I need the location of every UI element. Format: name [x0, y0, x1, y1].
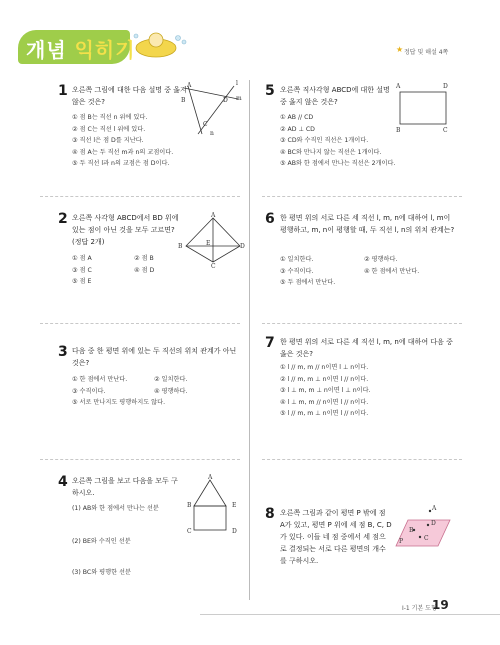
figure-label: B — [396, 127, 401, 134]
figure-label: B — [409, 527, 414, 534]
question-text: 오른쪽 그림과 같이 평면 P 밖에 점 A가 있고, 평면 P 위에 세 점 B, C, D가 있다. 이들 네 점 중에서 세 점으로 결정되는 서로 다른 평면의 개수를 구하시오. — [280, 509, 392, 565]
option-4[interactable]: ④ 한 점에서 만난다. — [364, 267, 420, 275]
option-2[interactable]: ② AD ⊥ CD — [280, 125, 315, 133]
option-list — [72, 112, 173, 170]
question-number: 3 — [58, 344, 68, 360]
option-1[interactable]: ① 한 점에서 만난다. — [72, 376, 128, 383]
question-number: 4 — [58, 474, 68, 490]
answer-item-3: (3) BC와 평행한 선분 — [72, 569, 131, 576]
option-4[interactable]: ④ 평행하다. — [154, 387, 188, 395]
question-text: 오른쪽 직사각형 ABCD에 대한 설명 중 옳지 않은 것은? — [280, 86, 390, 106]
question-text: 오른쪽 그림에 대한 다음 설명 중 옳지 않은 것은? — [72, 86, 187, 106]
option-2[interactable]: ② l // m, m ⊥ n이면 l // n이다. — [280, 375, 369, 383]
figure-label: C — [211, 263, 216, 270]
figure-label: D — [232, 528, 237, 535]
question-number: 5 — [265, 83, 275, 99]
option-4[interactable]: ④ 점 A는 두 직선 m과 n의 교점이다. — [72, 148, 174, 156]
divider — [40, 459, 240, 460]
q8-figure — [394, 506, 454, 552]
option-list — [72, 374, 242, 409]
figure-label: m — [236, 95, 242, 102]
figure-label: l — [236, 80, 238, 87]
figure-label: D — [223, 97, 228, 104]
option-4[interactable]: ④ l ⊥ m, m // n이면 l // n이다. — [280, 398, 369, 406]
question-number: 8 — [265, 506, 275, 522]
divider — [262, 459, 462, 460]
option-2[interactable]: ② 점 B — [134, 255, 154, 262]
section-title — [26, 34, 136, 63]
question-text: 한 평면 위의 서로 다른 세 직선 l, m, n에 대하여 l, m이 평행하고, m, n이 평행할 때, 두 직선 l, n의 위치 관계는? — [280, 214, 455, 234]
figure-label: E — [232, 502, 237, 509]
footer-divider — [200, 614, 500, 615]
option-3[interactable]: ③ CD와 수직인 직선은 1개이다. — [280, 137, 369, 144]
divider — [262, 196, 462, 197]
option-3[interactable]: ③ 점 C — [72, 266, 92, 274]
figure-label: B — [181, 97, 186, 104]
option-5[interactable]: ⑤ 두 직선 l과 n의 교점은 점 D이다. — [72, 160, 170, 167]
figure-label: E — [206, 240, 211, 247]
question-number: 2 — [58, 211, 68, 227]
figure-label: C — [443, 127, 448, 134]
option-4[interactable]: ④ 점 D — [134, 266, 155, 274]
question-text: 오른쪽 사각형 ABCD에서 BD 위에 있는 점이 아닌 것을 모두 고르면? (정답 2개) — [72, 214, 179, 246]
section-title-sub: 익히기 — [74, 38, 136, 62]
option-3[interactable]: ③ 수직이다. — [280, 267, 314, 275]
figure-label: C — [187, 528, 192, 535]
option-list — [280, 254, 458, 289]
star-icon: ★ — [396, 45, 404, 54]
answer-item-1: (1) AB와 한 점에서 만나는 선분 — [72, 505, 159, 512]
figure-label: D — [431, 520, 436, 527]
option-list — [280, 362, 371, 420]
figure-label: A — [396, 83, 401, 90]
option-5[interactable]: ⑤ l // m, m ⊥ n이면 l // n이다. — [280, 410, 369, 417]
figure-label: D — [240, 243, 245, 250]
figure-label: B — [187, 502, 192, 509]
option-3[interactable]: ③ 직선 l은 점 D를 지난다. — [72, 137, 144, 144]
option-1[interactable]: ① 점 A — [72, 255, 92, 262]
option-5[interactable]: ⑤ 두 점에서 만난다. — [280, 279, 336, 286]
q5-figure — [396, 88, 452, 128]
figure-label: B — [178, 243, 183, 250]
mascot-illustration — [128, 28, 190, 60]
answer-item-2: (2) BE와 수직인 선분 — [72, 538, 131, 545]
answer-note: 정답 및 해설 4쪽 — [404, 49, 449, 56]
option-1[interactable]: ① AB // CD — [280, 114, 314, 121]
option-5[interactable]: ⑤ AB와 한 점에서 만나는 직선은 2개이다. — [280, 160, 396, 167]
question-text: 다음 중 한 평면 위에 있는 두 직선의 위치 관계가 아닌 것은? — [72, 347, 237, 367]
question-text: 오른쪽 그림을 보고 다음을 모두 구하시오. — [72, 477, 178, 497]
option-3[interactable]: ③ 수직이다. — [72, 387, 106, 395]
figure-label: A — [187, 82, 192, 89]
divider — [40, 323, 240, 324]
option-2[interactable]: ② 점 C는 직선 l 위에 있다. — [72, 125, 146, 133]
section-title-main: 개념 — [26, 38, 67, 62]
question-number: 7 — [265, 335, 275, 351]
figure-label: A — [211, 212, 216, 219]
footer-section: I-1 기본 도형 — [402, 605, 437, 612]
option-3[interactable]: ③ l ⊥ m, m ⊥ n이면 l ⊥ n이다. — [280, 387, 371, 394]
question-text: 한 평면 위의 서로 다른 세 직선 l, m, n에 대하여 다음 중 옳은 것은? — [280, 338, 453, 358]
option-2[interactable]: ② 일치한다. — [154, 376, 188, 383]
figure-label: D — [443, 83, 448, 90]
page-number: 19 — [432, 598, 449, 612]
figure-label: C — [424, 535, 429, 542]
option-2[interactable]: ② 평행하다. — [364, 256, 398, 263]
option-5[interactable]: ⑤ 점 E — [72, 278, 92, 285]
figure-label: A — [432, 505, 437, 512]
question-number: 1 — [58, 83, 68, 99]
figure-label: C — [203, 121, 208, 128]
option-4[interactable]: ④ BC와 만나지 않는 직선은 1개이다. — [280, 148, 382, 156]
option-list — [280, 112, 395, 170]
divider — [262, 323, 462, 324]
option-1[interactable]: ① l // m, m // n이면 l ⊥ n이다. — [280, 364, 369, 371]
figure-label: A — [208, 474, 213, 481]
q2-figure — [180, 214, 246, 270]
option-5[interactable]: ⑤ 서로 만나지도 평행하지도 않다. — [72, 399, 166, 406]
option-1[interactable]: ① 점 B는 직선 n 위에 있다. — [72, 114, 148, 121]
figure-label: n — [210, 130, 214, 137]
option-1[interactable]: ① 일치한다. — [280, 256, 314, 263]
column-divider — [249, 80, 250, 600]
question-number: 6 — [265, 211, 275, 227]
figure-label: P — [399, 538, 404, 545]
divider — [40, 196, 240, 197]
